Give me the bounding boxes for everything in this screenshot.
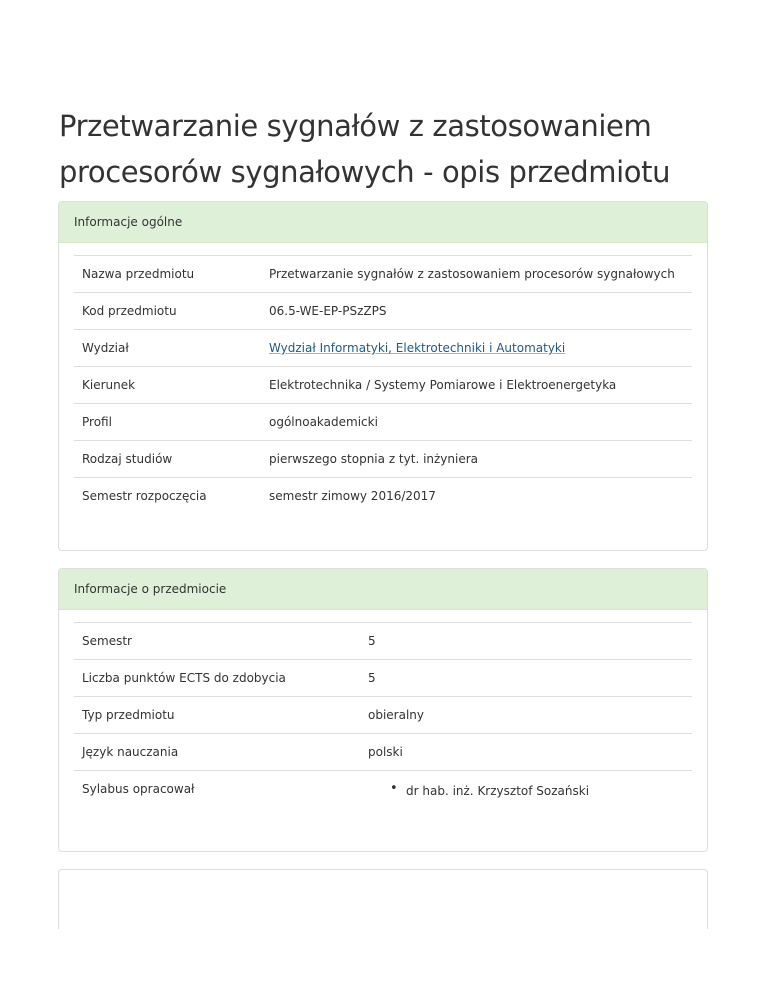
- row-label: Rodzaj studiów: [74, 441, 261, 478]
- row-label: Wydział: [74, 330, 261, 367]
- row-label: Typ przedmiotu: [74, 697, 360, 734]
- row-value: 5: [360, 660, 692, 697]
- row-value: 06.5-WE-EP-PSzZPS: [261, 293, 692, 330]
- row-label: Sylabus opracował: [74, 771, 360, 808]
- table-row: [74, 441, 692, 478]
- table-row: [74, 623, 692, 660]
- table-row: [74, 293, 692, 330]
- row-label: Profil: [74, 404, 261, 441]
- table-row: [74, 734, 692, 771]
- row-value: [360, 771, 692, 808]
- general-info-panel: [58, 201, 708, 551]
- row-value: pierwszego stopnia z tyt. inżyniera: [261, 441, 692, 478]
- general-info-body: [59, 243, 707, 515]
- row-label: Nazwa przedmiotu: [74, 256, 261, 293]
- next-panel: [58, 869, 708, 929]
- table-row: [74, 771, 692, 808]
- table-row: [74, 256, 692, 293]
- course-info-heading: Informacje o przedmiocie: [59, 569, 707, 610]
- course-info-body: [59, 610, 707, 808]
- row-label: Kod przedmiotu: [74, 293, 261, 330]
- row-value: semestr zimowy 2016/2017: [261, 478, 692, 515]
- table-row: [74, 330, 692, 367]
- table-row: [74, 404, 692, 441]
- row-label: Język nauczania: [74, 734, 360, 771]
- author-name: dr hab. inż. Krzysztof Sozański: [406, 784, 590, 798]
- table-row: [74, 478, 692, 515]
- course-info-table: [74, 622, 692, 808]
- list-item: [390, 783, 684, 799]
- row-value: [261, 330, 692, 367]
- general-info-heading: Informacje ogólne: [59, 202, 707, 243]
- table-row: [74, 367, 692, 404]
- row-value: 5: [360, 623, 692, 660]
- row-label: Semestr: [74, 623, 360, 660]
- course-info-panel: [58, 568, 708, 852]
- author-list: [368, 783, 684, 799]
- row-value: ogólnoakademicki: [261, 404, 692, 441]
- general-info-table: [74, 255, 692, 515]
- table-row: [74, 697, 692, 734]
- faculty-link[interactable]: Wydział Informatyki, Elektrotechniki i Automatyki: [269, 341, 566, 355]
- table-row: [74, 660, 692, 697]
- row-value: polski: [360, 734, 692, 771]
- row-label: Kierunek: [74, 367, 261, 404]
- bullet-icon: •: [390, 781, 398, 796]
- row-label: Semestr rozpoczęcia: [74, 478, 261, 515]
- row-value: Przetwarzanie sygnałów z zastosowaniem procesorów sygnałowych: [261, 256, 692, 293]
- row-value: Elektrotechnika / Systemy Pomiarowe i Elektroenergetyka: [261, 367, 692, 404]
- row-value: obieralny: [360, 697, 692, 734]
- row-label: Liczba punktów ECTS do zdobycia: [74, 660, 360, 697]
- page-title: Przetwarzanie sygnałów z zastosowaniem procesorów sygnałowych - opis przedmiotu: [59, 109, 671, 189]
